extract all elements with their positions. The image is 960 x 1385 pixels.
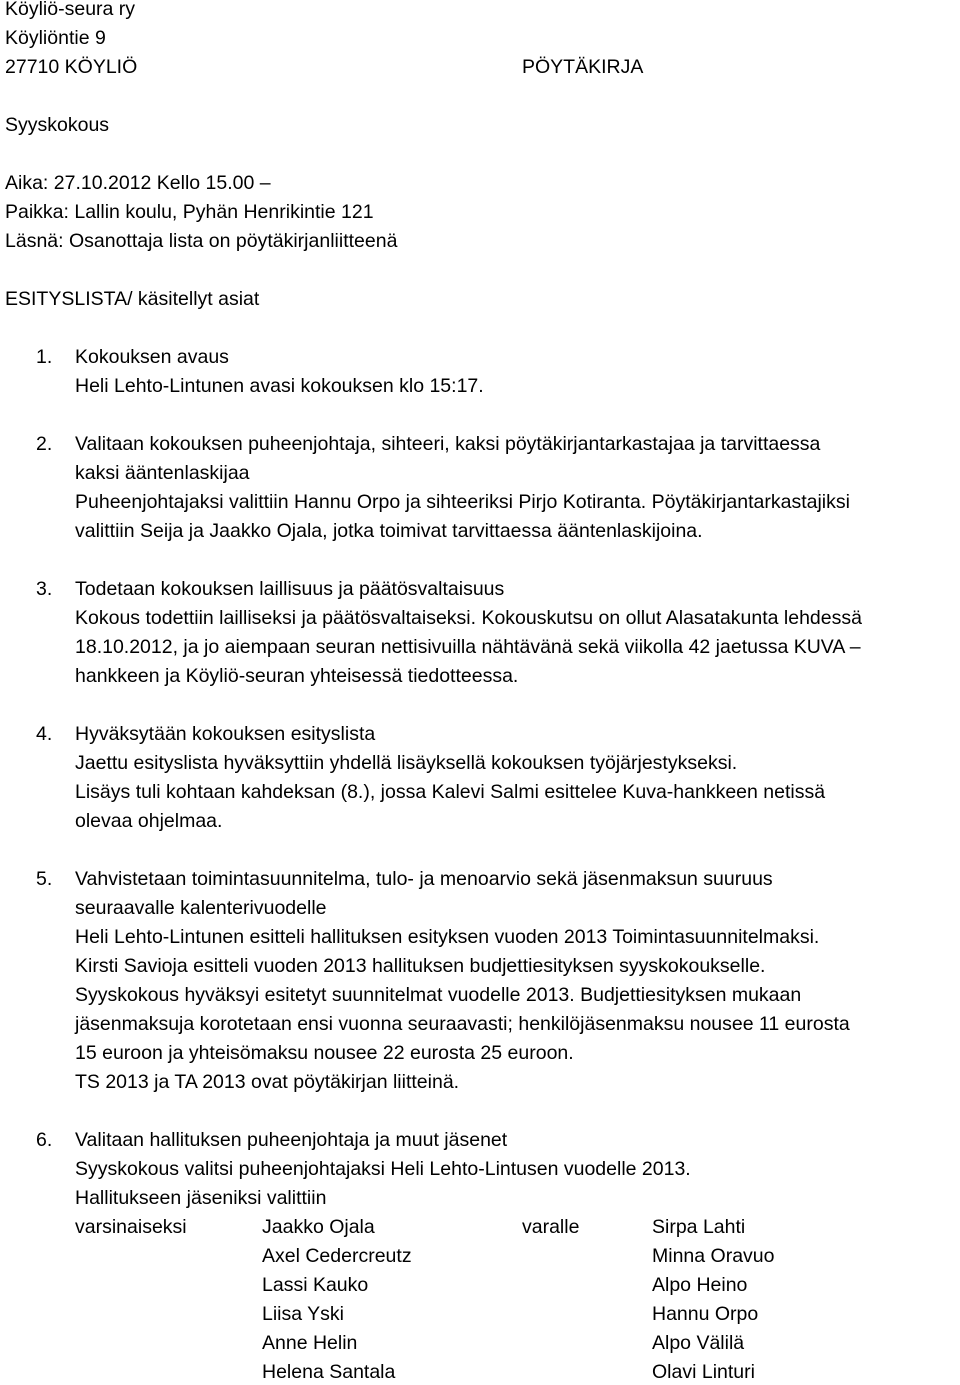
item-heading: kaksi ääntenlaskijaa (75, 462, 250, 484)
meeting-time: Aika: 27.10.2012 Kello 15.00 – (5, 172, 271, 194)
item-text: TS 2013 ja TA 2013 ovat pöytäkirjan liitteinä. (75, 1071, 460, 1093)
regular-member: Lassi Kauko (262, 1274, 369, 1296)
item-text: valittiin Seija ja Jaakko Ojala, jotka toimivat tarvittaessa ääntenlaskijoina. (75, 520, 703, 542)
item-heading: Hyväksytään kokouksen esityslista (75, 723, 376, 745)
item-text: Heli Lehto-Lintunen esitteli hallituksen esityksen vuoden 2013 Toimintasuunnitelmaksi. (75, 926, 820, 948)
item-heading: Todetaan kokouksen laillisuus ja päätösvaltaisuus (75, 578, 505, 600)
deputy-member: Sirpa Lahti (652, 1216, 746, 1238)
street-address: Köyliöntie 9 (5, 27, 106, 49)
item-number: 2. (36, 433, 53, 455)
meeting-place: Paikka: Lallin koulu, Pyhän Henrikintie 121 (5, 201, 374, 223)
item-text: Jaettu esityslista hyväksyttiin yhdellä lisäyksellä kokouksen työjärjestykseksi. (75, 752, 738, 774)
deputy-member: Minna Oravuo (652, 1245, 775, 1267)
deputy-members-label: varalle (522, 1216, 580, 1238)
deputy-member: Hannu Orpo (652, 1303, 759, 1325)
item-heading: Valitaan hallituksen puheenjohtaja ja muut jäsenet (75, 1129, 508, 1151)
item-number: 5. (36, 868, 53, 890)
regular-member: Helena Santala (262, 1361, 396, 1383)
item-number: 1. (36, 346, 53, 368)
item-number: 6. (36, 1129, 53, 1151)
item-text: Syyskokous valitsi puheenjohtajaksi Heli Lehto-Lintusen vuodelle 2013. (75, 1158, 691, 1180)
regular-member: Liisa Yski (262, 1303, 345, 1325)
organization-name: Köyliö-seura ry (5, 0, 136, 20)
regular-member: Anne Helin (262, 1332, 358, 1354)
item-heading: seuraavalle kalenterivuodelle (75, 897, 327, 919)
regular-member: Jaakko Ojala (262, 1216, 375, 1238)
item-text: Puheenjohtajaksi valittiin Hannu Orpo ja sihteeriksi Pirjo Kotiranta. Pöytäkirjantarkastajiksi (75, 491, 850, 513)
item-text: Kirsti Savioja esitteli vuoden 2013 hallituksen budjettiesityksen syyskokoukselle. (75, 955, 766, 977)
item-text: olevaa ohjelmaa. (75, 810, 223, 832)
item-text: hankkeen ja Köyliö-seuran yhteisessä tiedotteessa. (75, 665, 519, 687)
regular-member: Axel Cedercreutz (262, 1245, 412, 1267)
meeting-title: Syyskokous (5, 114, 110, 136)
item-text: 18.10.2012, ja jo aiempaan seuran nettisivuilla nähtävänä sekä viikolla 42 jaetussa KUVA – (75, 636, 861, 658)
item-heading: Kokouksen avaus (75, 346, 229, 368)
item-text: Kokous todettiin lailliseksi ja päätösvaltaiseksi. Kokouskutsu on ollut Alasatakunta lehdessä (75, 607, 862, 629)
item-text: Heli Lehto-Lintunen avasi kokouksen klo 15:17. (75, 375, 484, 397)
item-text: 15 euroon ja yhteisömaksu nousee 22 eurosta 25 euroon. (75, 1042, 574, 1064)
item-text: Lisäys tuli kohtaan kahdeksan (8.), jossa Kalevi Salmi esittelee Kuva-hankkeen netissä (75, 781, 826, 803)
postal-address: 27710 KÖYLIÖ (5, 56, 138, 78)
item-number: 4. (36, 723, 53, 745)
item-heading: Vahvistetaan toimintasuunnitelma, tulo- ja menoarvio sekä jäsenmaksun suuruus (75, 868, 773, 890)
item-text: Hallitukseen jäseniksi valittiin (75, 1187, 327, 1209)
item-text: Syyskokous hyväksyi esitetyt suunnitelmat vuodelle 2013. Budjettiesityksen mukaan (75, 984, 802, 1006)
agenda-heading: ESITYSLISTA/ käsitellyt asiat (5, 288, 260, 310)
item-heading: Valitaan kokouksen puheenjohtaja, sihteeri, kaksi pöytäkirjantarkastajaa ja tarvittaessa (75, 433, 821, 455)
item-number: 3. (36, 578, 53, 600)
regular-members-label: varsinaiseksi (75, 1216, 187, 1238)
item-text: jäsenmaksuja korotetaan ensi vuonna seuraavasti; henkilöjäsenmaksu nousee 11 eurosta (75, 1013, 850, 1035)
deputy-member: Alpo Välilä (652, 1332, 745, 1354)
deputy-member: Olavi Linturi (652, 1361, 755, 1383)
attendance: Läsnä: Osanottaja lista on pöytäkirjanliitteenä (5, 230, 398, 252)
document-type: PÖYTÄKIRJA (522, 56, 644, 78)
deputy-member: Alpo Heino (652, 1274, 748, 1296)
